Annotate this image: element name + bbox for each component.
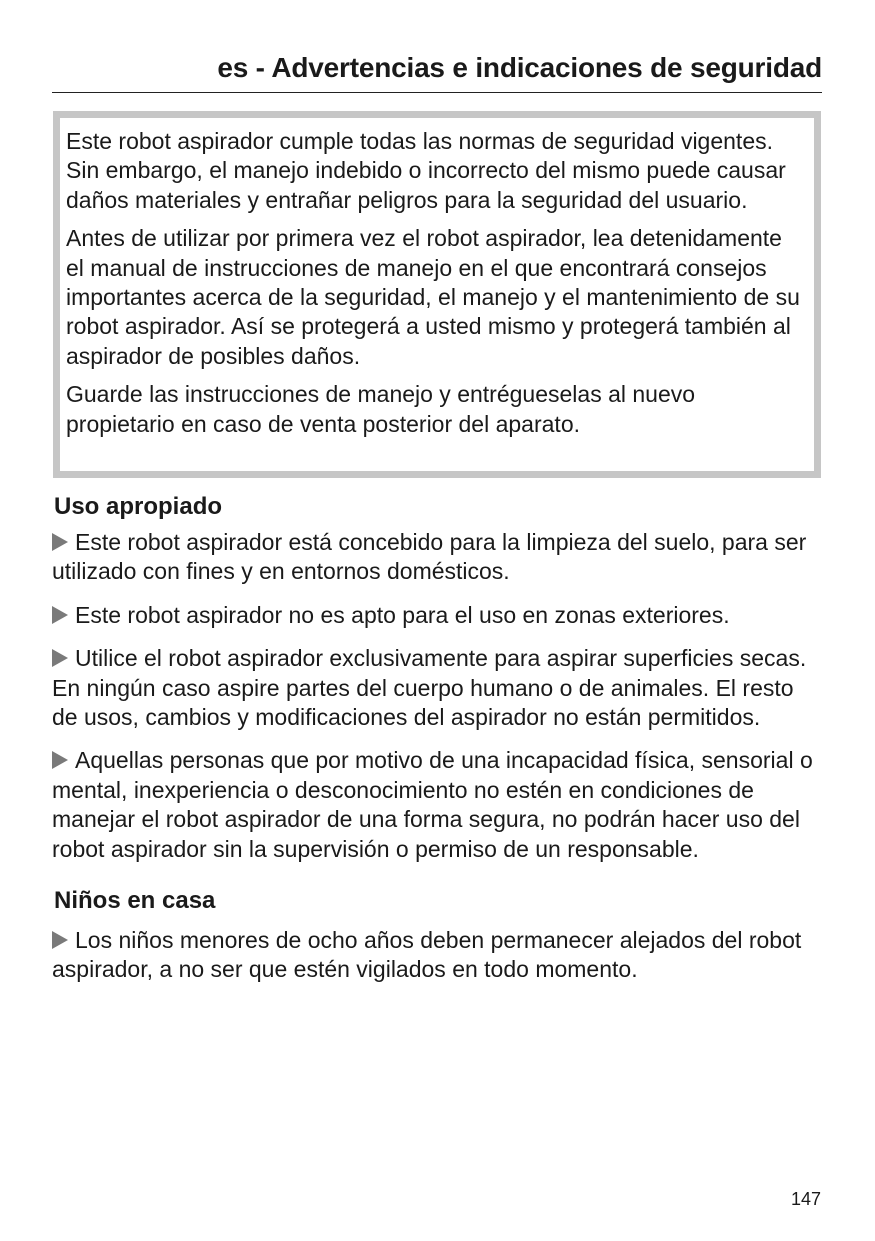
- bullet-item: [52, 528, 822, 587]
- page-header-title: es - Advertencias e indicaciones de seguridad: [217, 52, 822, 83]
- triangle-bullet-icon: [52, 649, 68, 667]
- section-heading-ninos-en-casa: Niños en casa: [54, 887, 216, 915]
- bullet-text: Los niños menores de ocho años deben permanecer alejados del robot aspirador, a no ser que estén vigilados en todo momento.: [52, 927, 802, 983]
- bullet-text: Utilice el robot aspirador exclusivamente para aspirar superficies secas. En ningún caso aspire partes del cuerpo humano o de animales. El resto de usos, cambios y modificaciones del aspirador no están permitidos.: [52, 645, 807, 731]
- notice-paragraph: Este robot aspirador cumple todas las normas de seguridad vigentes. Sin embargo, el manejo indebido o incorrecto del mismo puede causar daños materiales y entrañar peligros para la seguridad del usuario.: [66, 128, 786, 213]
- bullet-text: Este robot aspirador está concebido para la limpieza del suelo, para ser utilizado con fines y en entornos domésticos.: [52, 529, 807, 585]
- page-number: 147: [790, 1189, 821, 1209]
- bullet-item: [52, 746, 822, 864]
- triangle-bullet-icon: [52, 931, 68, 949]
- section-heading-uso-apropiado: Uso apropiado: [54, 493, 223, 520]
- header-divider: [52, 92, 822, 93]
- triangle-bullet-icon: [52, 533, 68, 551]
- bullet-item: [52, 644, 822, 732]
- notice-paragraph: Antes de utilizar por primera vez el robot aspirador, lea detenidamente el manual de instrucciones de manejo en el que encontrará consejos importantes acerca de la seguridad, el manejo y el mantenimiento de su robot aspirador. Así se protegerá a usted mismo y protegerá también al aspirador de posibles daños.: [66, 225, 800, 369]
- page-content: [52, 490, 822, 985]
- bullet-item: [52, 601, 822, 630]
- notice-paragraph: Guarde las instrucciones de manejo y entrégueselas al nuevo propietario en caso de venta posterior del aparato.: [66, 381, 696, 437]
- bullet-item: [52, 926, 822, 985]
- triangle-bullet-icon: [52, 606, 68, 624]
- bullet-text: Este robot aspirador no es apto para el uso en zonas exteriores.: [75, 601, 730, 628]
- triangle-bullet-icon: [52, 751, 68, 769]
- safety-notice-box: [53, 111, 821, 478]
- bullet-text: Aquellas personas que por motivo de una incapacidad física, sensorial o mental, inexperiencia o desconocimiento no estén en condiciones de manejar el robot aspirador de una forma segura, no podrán hacer uso del robot aspirador sin la supervisión o permiso de un responsable.: [52, 747, 813, 862]
